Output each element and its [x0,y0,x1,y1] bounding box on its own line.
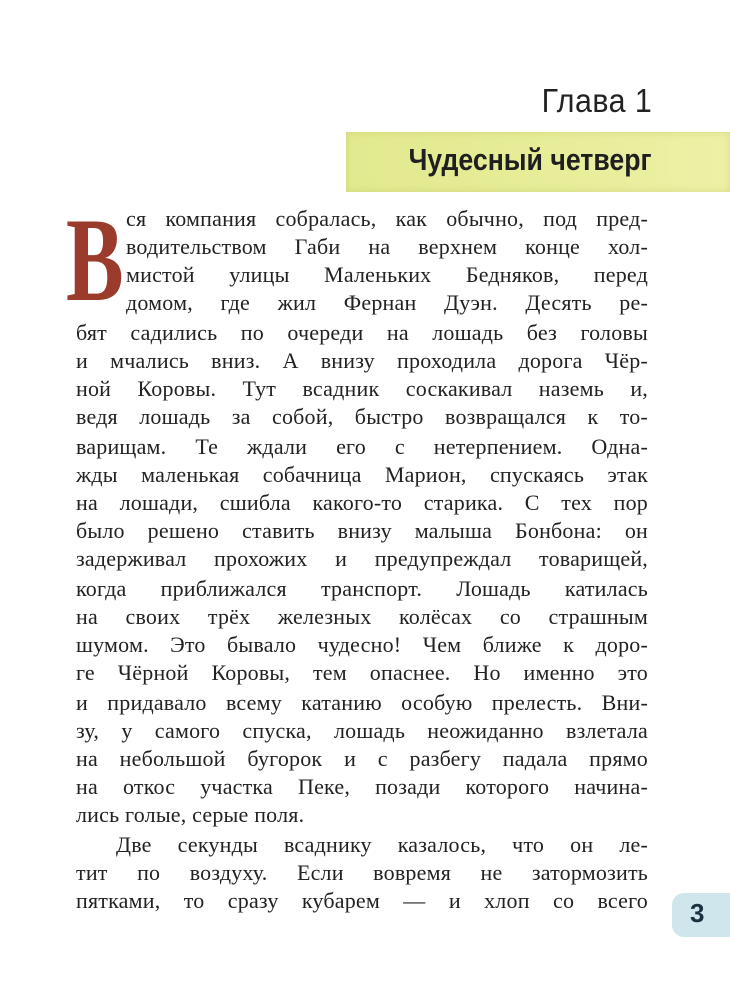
text-line: ведя лошадь за собой, быстро возвращался к то- [76,404,648,429]
text-line: бят садились по очереди на лошадь без головы [76,320,648,345]
text-line: зу, у самого спуска, лошадь неожиданно взлетала [76,718,648,743]
text-line: и придавало всему катанию особую прелесть. Вни- [76,690,648,715]
text-line: было решено ставить внизу малыша Бонбона: он [76,518,648,543]
text-line: лись голые, серые поля. [76,802,305,827]
text-line: на своих трёх железных колёсах со страшным [76,604,648,629]
text-line: когда приближался транспорт. Лошадь катилась [76,576,648,601]
text-line: мистой улицы Маленьких Бедняков, перед [126,262,648,287]
text-line: домом, где жил Фернан Дуэн. Десять ре- [126,290,648,315]
text-line: водительством Габи на верхнем конце хол- [126,234,648,259]
text-line: на небольшой бугорок и с разбегу падала прямо [76,746,648,771]
text-line: ся компания собралась, как обычно, под пред- [126,206,648,231]
text-line: на откос участка Пеке, позади которого начина- [76,774,648,799]
text-line: тит по воздуху. Если вовремя не затормозить [76,860,648,885]
drop-cap: В [66,193,124,326]
text-line: задерживал прохожих и предупреждал товарищей, [76,546,648,571]
text-line: пятками, то сразу кубарем — и хлоп со всего [76,888,648,913]
text-line: на лошади, сшибла какого-то старика. С тех пор [76,490,648,515]
text-line: ге Чёрной Коровы, тем опаснее. Но именно это [76,660,648,685]
page-number: 3 [690,898,705,928]
text-line: Две секунды всаднику казалось, что он ле- [116,832,648,857]
chapter-label: Глава 1 [541,82,652,119]
text-line: шумом. Это бывало чудесно! Чем ближе к доро- [76,632,648,657]
text-line: ной Коровы. Тут всадник соскакивал наземь и, [76,376,648,401]
text-line: и мчались вниз. А внизу проходила дорога Чёр- [76,348,648,373]
text-line: жды маленькая собачница Марион, спускаясь этак [76,462,648,487]
chapter-title: Чудесный четверг [408,142,652,177]
text-line: варищам. Те ждали его с нетерпением. Однa- [76,434,648,459]
